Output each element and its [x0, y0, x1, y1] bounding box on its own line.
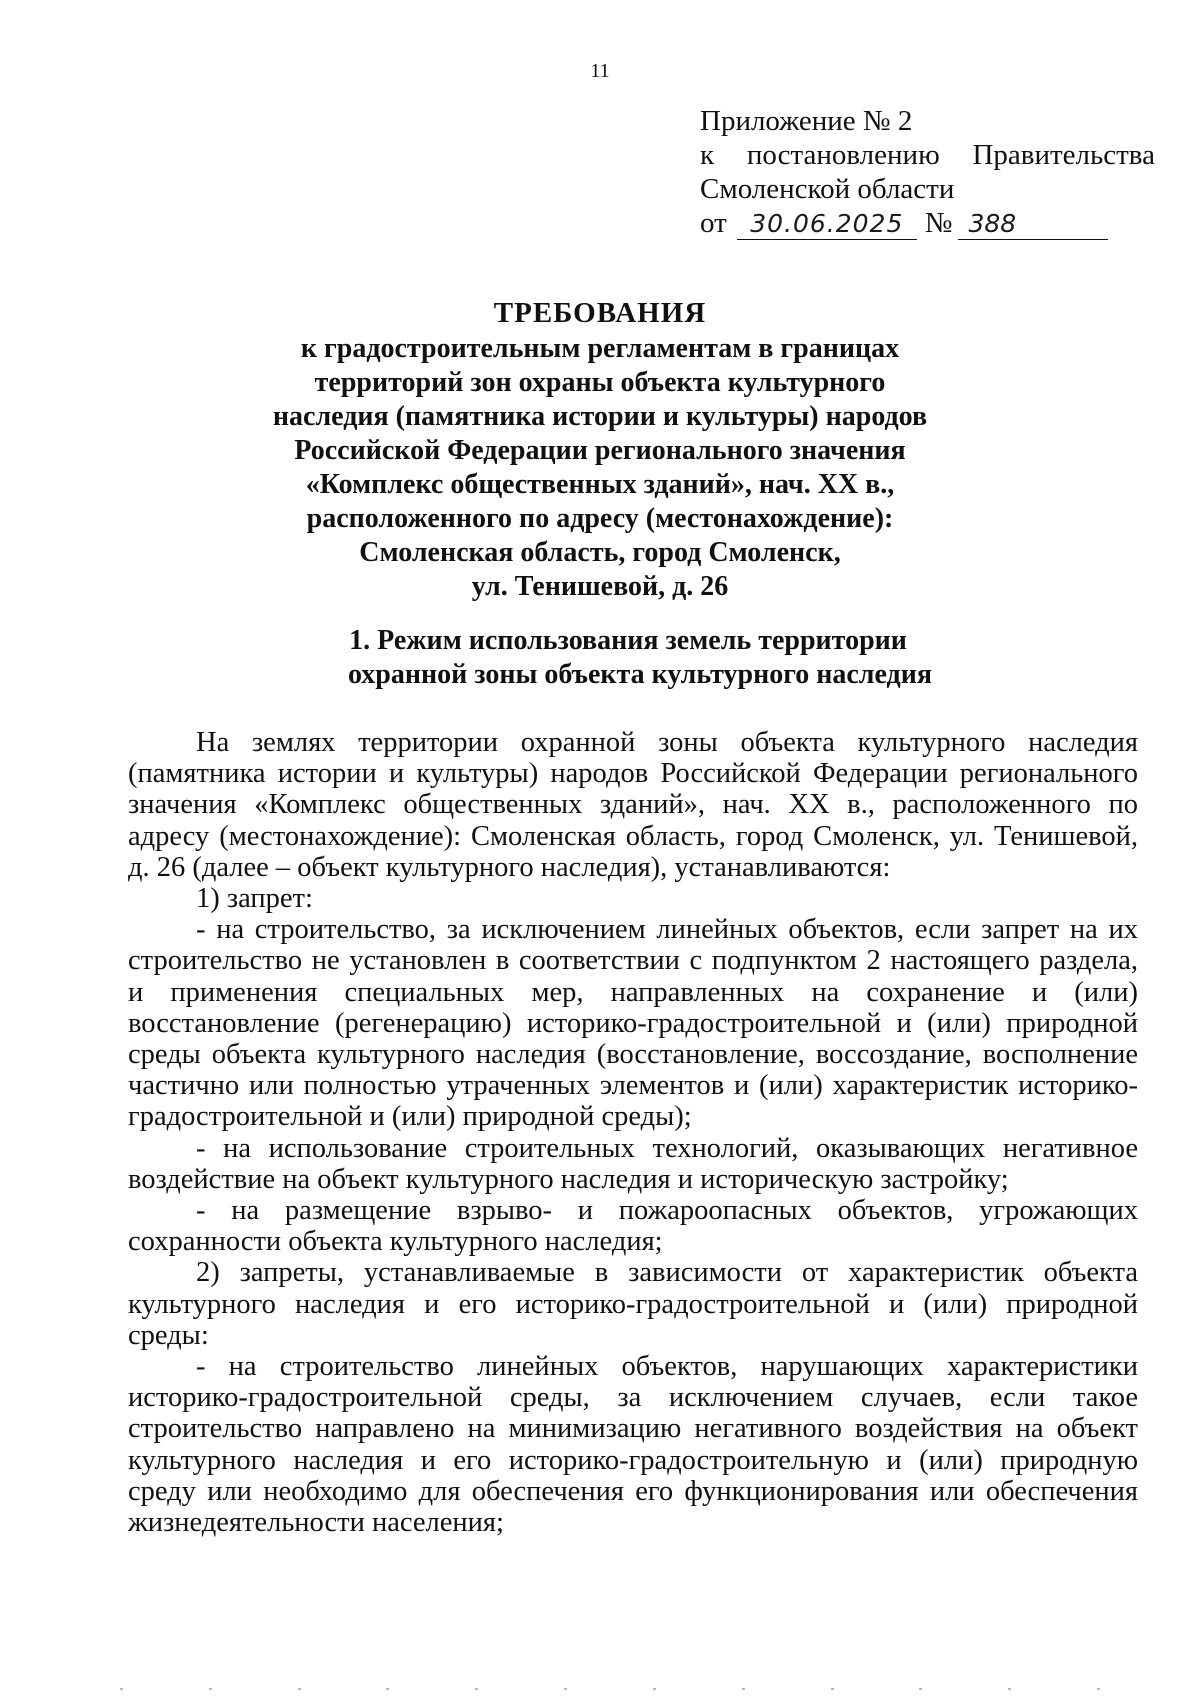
appendix-word: Правительства: [972, 139, 1155, 171]
title-line: наследия (памятника истории и культуры) народов: [272, 401, 928, 432]
appendix-word: постановлению: [746, 139, 940, 171]
appendix-date-line: [700, 206, 1155, 240]
handwritten-date: 30.06.2025: [737, 209, 917, 240]
paragraph: На землях территории охранной зоны объекта культурного наследия (памятника истории и культуры) народов Российской Федерации регионального значения «Комплекс общественных зданий», нач. XX в., расположенного по адресу (местонахождение): Смоленская область, город Смоленск, ул. Тенишевой, д. 26 (далее – объект культурного наследия), устанавливаются:: [128, 727, 1138, 883]
paragraph: - на использование строительных технологий, оказывающих негативное воздействие на объект культурного наследия и историческую застройку;: [128, 1132, 1138, 1195]
scan-artifact-line: [120, 1688, 1100, 1692]
paragraph: 1) запрет:: [196, 883, 313, 915]
title-line: расположенного по адресу (местонахождение):: [306, 503, 894, 534]
document-title-block: [0, 296, 1200, 604]
paragraph: - на размещение взрыво- и пожароопасных объектов, угрожающих сохранности объекта культурного наследия;: [128, 1195, 1138, 1258]
appendix-title: Приложение № 2: [700, 105, 913, 137]
appendix-block: [700, 104, 1155, 240]
date-prefix: от: [700, 207, 727, 239]
handwritten-number: 388: [958, 209, 1108, 240]
page-number: 11: [590, 60, 610, 82]
section-heading-line: 1. Режим использования земель территории: [349, 625, 907, 656]
paragraph: 2) запреты, устанавливаемые в зависимости от характеристик объекта культурного наследия и его историко-градостроительной и (или) природной среды:: [128, 1257, 1138, 1351]
paragraph: - на строительство, за исключением линейных объектов, если запрет на их строительство не установлен в соответствии с подпунктом 2 настоящего раздела, и применения специальных мер, направленных на сохранение и (или) восстановление (регенерацию) историко-градостроительной и (или) природной среды объекта культурного наследия (восстановление, воссоздание, восполнение частично или полностью утраченных элементов и (или) характеристик историко-градостроительной и (или) природной среды);: [128, 914, 1138, 1133]
body-text: [128, 727, 1138, 1538]
section-heading: [0, 624, 1200, 692]
title-line: территорий зон охраны объекта культурного: [314, 367, 886, 398]
title-line: к градостроительным регламентам в границах: [300, 333, 900, 364]
title-line: ул. Тенишевой, д. 26: [471, 571, 729, 602]
appendix-resolution-line: [700, 138, 1155, 172]
appendix-region: Смоленской области: [700, 173, 955, 205]
paragraph: - на строительство линейных объектов, нарушающих характеристики историко-градостроительной среды, за исключением случаев, если такое строительство направлено на минимизацию негативного воздействия на объект культурного наследия и его историко-градостроительную и (или) природную среду или необходимо для обеспечения его функционирования или обеспечения жизнедеятельности населения;: [128, 1351, 1138, 1539]
appendix-word: к: [700, 139, 715, 171]
title-line: Смоленская область, город Смоленск,: [359, 537, 841, 568]
number-sign: №: [924, 207, 953, 239]
title-line: «Комплекс общественных зданий», нач. XX в.,: [305, 469, 895, 500]
title-line: Российской Федерации регионального значения: [294, 435, 906, 466]
section-heading-line: охранной зоны объекта культурного наследия: [347, 659, 932, 690]
document-title: ТРЕБОВАНИЯ: [493, 297, 707, 329]
